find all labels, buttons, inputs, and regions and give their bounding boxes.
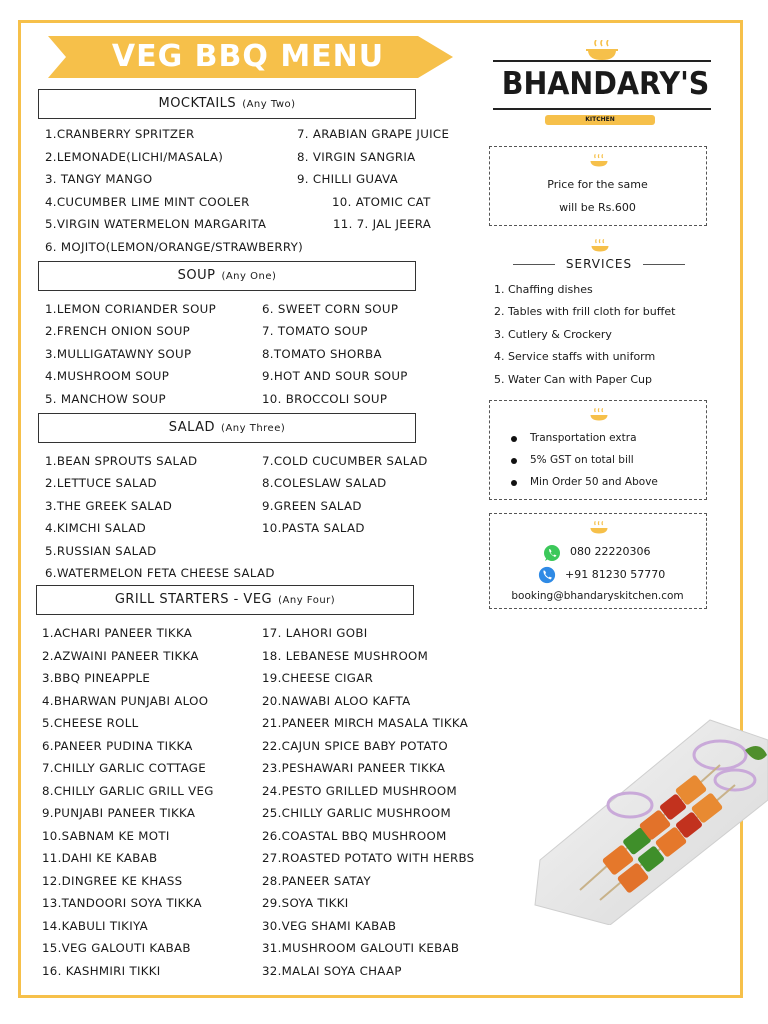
- brand-name: BHANDARY'S: [501, 66, 710, 102]
- menu-item: 22.CAJUN SPICE BABY POTATO: [262, 738, 448, 753]
- menu-item: 5.VIRGIN WATERMELON MARGARITA: [45, 217, 267, 231]
- menu-item: 7. TOMATO SOUP: [262, 324, 368, 338]
- menu-item: 1.ACHARI PANEER TIKKA: [42, 626, 193, 640]
- price-line-2: will be Rs.600: [559, 201, 636, 214]
- salad-header: [38, 413, 416, 443]
- brand-logo: [493, 40, 711, 130]
- menu-item: 6.WATERMELON FETA CHEESE SALAD: [45, 566, 275, 580]
- serving-pot-icon: [588, 153, 610, 169]
- menu-item: 9. CHILLI GUAVA: [297, 172, 398, 186]
- menu-item: 1.CRANBERRY SPRITZER: [45, 127, 195, 141]
- menu-item: 29.SOYA TIKKI: [262, 896, 349, 910]
- soup-header: [38, 261, 416, 291]
- menu-item: 7.CHILLY GARLIC COTTAGE: [42, 761, 206, 775]
- menu-item: 5.CHEESE ROLL: [42, 716, 139, 730]
- menu-item: 9.PUNJABI PANEER TIKKA: [42, 806, 196, 820]
- menu-item: 9.GREEN SALAD: [262, 499, 362, 513]
- mocktails-header: [38, 89, 416, 119]
- menu-item: 6. MOJITO(LEMON/ORANGE/STRAWBERRY): [45, 240, 303, 254]
- menu-item: 6. SWEET CORN SOUP: [262, 302, 399, 316]
- menu-item: 14.KABULI TIKIYA: [42, 918, 148, 933]
- veg-skewer-photo: [520, 710, 768, 925]
- serving-pot-icon: [584, 40, 620, 62]
- menu-item: 2.LEMONADE(LICHI/MASALA): [45, 150, 224, 164]
- menu-item: 8.COLESLAW SALAD: [262, 476, 387, 490]
- menu-item: 6.PANEER PUDINA TIKKA: [42, 738, 193, 753]
- menu-item: 4.BHARWAN PUNJABI ALOO: [42, 693, 209, 708]
- menu-item: 8. VIRGIN SANGRIA: [297, 150, 416, 164]
- menu-item: 4.CUCUMBER LIME MINT COOLER: [45, 195, 250, 209]
- price-box: [489, 146, 707, 226]
- brand-tagline: KITCHEN: [545, 115, 655, 125]
- menu-item: 11.DAHI KE KABAB: [42, 851, 158, 865]
- service-item: 1. Chaffing dishes: [494, 283, 593, 296]
- menu-item: 21.PANEER MIRCH MASALA TIKKA: [262, 716, 469, 730]
- menu-item: 9.HOT AND SOUR SOUP: [262, 369, 408, 383]
- email-address[interactable]: booking@bhandaryskitchen.com: [511, 590, 684, 602]
- menu-item: 11. 7. JAL JEERA: [333, 217, 432, 231]
- menu-item: 15.VEG GALOUTI KABAB: [42, 941, 191, 955]
- serving-pot-icon: [589, 238, 611, 254]
- phone-number: +91 81230 57770: [565, 568, 666, 581]
- page-title: VEG BBQ MENU: [111, 39, 385, 74]
- menu-item: 16. KASHMIRI TIKKI: [42, 963, 161, 978]
- menu-item: 10. BROCCOLI SOUP: [262, 392, 388, 406]
- menu-item: 2.LETTUCE SALAD: [45, 476, 157, 490]
- menu-item: 10. ATOMIC CAT: [332, 195, 431, 209]
- terms-box: [489, 400, 707, 500]
- title-banner: [48, 36, 453, 78]
- menu-item: 1.LEMON CORIANDER SOUP: [45, 302, 217, 316]
- whatsapp-number: 080 22220306: [570, 545, 651, 558]
- menu-item: 4.MUSHROOM SOUP: [45, 369, 170, 383]
- mocktails-note: (Any Two): [242, 99, 296, 110]
- mocktails-title: MOCKTAILS: [158, 96, 237, 111]
- menu-item: 12.DINGREE KE KHASS: [42, 873, 183, 888]
- menu-item: 8.CHILLY GARLIC GRILL VEG: [42, 783, 214, 798]
- menu-item: 8.TOMATO SHORBA: [262, 347, 382, 361]
- menu-item: 18. LEBANESE MUSHROOM: [262, 648, 429, 663]
- menu-item: 3.MULLIGATAWNY SOUP: [45, 347, 192, 361]
- menu-item: 3.BBQ PINEAPPLE: [42, 671, 151, 685]
- menu-item: 24.PESTO GRILLED MUSHROOM: [262, 783, 457, 798]
- menu-item: 10.SABNAM KE MOTI: [42, 828, 170, 843]
- menu-item: 25.CHILLY GARLIC MUSHROOM: [262, 806, 451, 820]
- service-item: 4. Service staffs with uniform: [494, 350, 656, 363]
- heading-rule-left: [513, 264, 555, 265]
- bullet-icon: [511, 458, 517, 464]
- menu-item: 7. ARABIAN GRAPE JUICE: [297, 127, 450, 141]
- menu-item: 23.PESHAWARI PANEER TIKKA: [262, 761, 446, 775]
- price-line-1: Price for the same: [547, 178, 648, 191]
- serving-pot-icon: [588, 407, 610, 423]
- serving-pot-icon: [588, 520, 610, 536]
- service-item: 5. Water Can with Paper Cup: [494, 373, 653, 386]
- menu-item: 1.BEAN SPROUTS SALAD: [45, 454, 198, 468]
- menu-item: 19.CHEESE CIGAR: [262, 671, 374, 685]
- menu-item: 28.PANEER SATAY: [262, 873, 371, 888]
- grill-header: [36, 585, 414, 615]
- menu-item: 32.MALAI SOYA CHAAP: [262, 963, 402, 978]
- menu-item: 10.PASTA SALAD: [262, 521, 365, 535]
- bullet-icon: [511, 436, 517, 442]
- whatsapp-icon: [542, 543, 562, 563]
- phone-icon: [538, 566, 556, 584]
- salad-note: (Any Three): [221, 423, 286, 434]
- menu-item: 4.KIMCHI SALAD: [45, 521, 146, 535]
- menu-item: 2.AZWAINI PANEER TIKKA: [42, 648, 199, 663]
- menu-item: 26.COASTAL BBQ MUSHROOM: [262, 828, 447, 843]
- menu-item: 13.TANDOORI SOYA TIKKA: [42, 896, 202, 910]
- menu-item: 3. TANGY MANGO: [45, 172, 153, 186]
- term-item: Min Order 50 and Above: [530, 476, 658, 488]
- salad-title: SALAD: [168, 420, 216, 435]
- menu-item: 20.NAWABI ALOO KAFTA: [262, 693, 411, 708]
- services-heading: [513, 257, 685, 271]
- contact-box: [489, 513, 707, 609]
- menu-item: 30.VEG SHAMI KABAB: [262, 918, 397, 933]
- services-title: SERVICES: [565, 257, 633, 271]
- menu-item: 5. MANCHOW SOUP: [45, 392, 166, 406]
- grill-note: (Any Four): [278, 595, 336, 606]
- menu-item: 31.MUSHROOM GALOUTI KEBAB: [262, 941, 460, 955]
- logo-top-rule: [493, 60, 711, 62]
- service-item: 2. Tables with frill cloth for buffet: [494, 305, 676, 318]
- menu-item: 3.THE GREEK SALAD: [45, 499, 173, 513]
- bullet-icon: [511, 480, 517, 486]
- soup-note: (Any One): [221, 271, 277, 282]
- service-item: 3. Cutlery & Crockery: [494, 328, 612, 341]
- grill-title: GRILL STARTERS - VEG: [114, 592, 273, 607]
- term-item: 5% GST on total bill: [530, 454, 634, 466]
- heading-rule-right: [643, 264, 685, 265]
- term-item: Transportation extra: [530, 432, 637, 444]
- logo-bottom-rule: [493, 108, 711, 110]
- menu-item: 5.RUSSIAN SALAD: [45, 544, 157, 558]
- menu-item: 27.ROASTED POTATO WITH HERBS: [262, 851, 475, 865]
- soup-title: SOUP: [177, 268, 216, 283]
- menu-item: 7.COLD CUCUMBER SALAD: [262, 454, 428, 468]
- menu-item: 17. LAHORI GOBI: [262, 626, 368, 640]
- menu-item: 2.FRENCH ONION SOUP: [45, 324, 191, 338]
